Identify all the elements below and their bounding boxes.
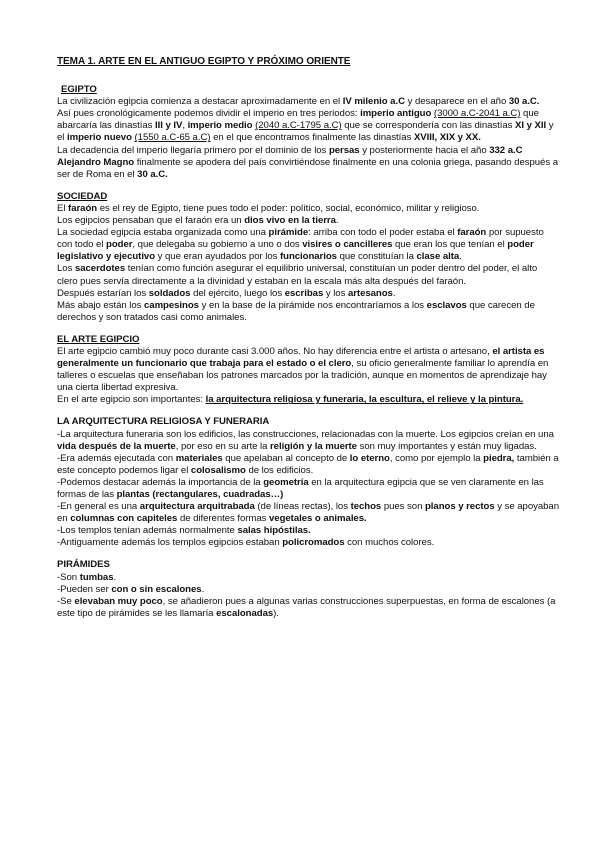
text-run: en el que encontramos finalmente las dinastías [210, 132, 414, 144]
text-run: con o sin escalones [111, 583, 202, 595]
text-run: techos [350, 501, 382, 513]
text-run: imperio antiguo [360, 108, 432, 120]
text-run: poder [106, 239, 133, 251]
document-title: TEMA 1. ARTE EN EL ANTIGUO EGIPTO Y PRÓXIMO ORIENTE [57, 56, 351, 67]
text-run: (2040 a.C-1795 a.C) [255, 120, 342, 132]
text-run: (3000 a.C-2041 a.C) [433, 108, 521, 120]
text-run: , su oficio generalmente familiar lo aprendía en talleres o escuelas que enseñaban los patrones marcados por la tradición, aunque en momentos de aprendizaje hay una cierta libertad expresiva. [57, 358, 549, 394]
paragraph [57, 394, 559, 406]
text-run: faraón [68, 202, 98, 214]
paragraph [57, 227, 559, 263]
text-run: piedra, [483, 452, 515, 464]
text-run: (1550 a.C-65 a.C) [134, 132, 211, 144]
text-run: . [113, 571, 117, 583]
text-run: -Antiguamente además los templos egipcios estaban [57, 537, 283, 549]
text-run: de los edificios. [245, 464, 314, 476]
text-run: vegetales o animales. [269, 513, 367, 525]
text-run: y posteriormente hacia el año [359, 144, 490, 156]
text-run: La civilización egipcia comienza a destacar aproximadamente en el [57, 96, 343, 108]
text-run: , [182, 120, 188, 132]
text-run: y que eran ayudados por los [155, 251, 280, 263]
paragraph [57, 346, 559, 394]
spacer [57, 324, 559, 334]
text-run: geometría [263, 476, 309, 488]
text-run: Más abajo están los [57, 299, 144, 311]
text-run: -Era además ejecutada con [57, 452, 176, 464]
text-run: colosalismo [190, 464, 246, 476]
text-run: pues son [381, 501, 425, 513]
text-run: Después estarían los [57, 287, 149, 299]
text-run: también a este concepto podemos ligar el [57, 452, 559, 476]
text-run: el artista es generalmente un funcionario que trabaja para el estado o el clero [57, 345, 545, 370]
text-run: . [459, 251, 462, 263]
text-run: materiales [175, 452, 223, 464]
text-run: la arquitectura religiosa y funeraria, la escultura, el relieve y la pintura. [205, 394, 524, 406]
text-run: ). [273, 607, 279, 619]
text-run: policromados [282, 537, 345, 549]
text-run: escalonadas [216, 607, 274, 619]
text-run: -Se [57, 595, 75, 607]
text-run: imperio nuevo [66, 132, 132, 144]
text-run: que apelaban al concepto de [222, 452, 350, 464]
text-run: arquitectura arquitrabada [139, 501, 255, 513]
text-run: persas [328, 144, 360, 156]
text-run: , por eso en su arte la [175, 440, 270, 452]
text-run: sacerdotes [74, 263, 126, 275]
paragraph [57, 477, 559, 501]
text-run: , se añadieron pues a algunas varias construcciones superpuestas, en forma de escalones (a este tipo de pirámides se les llamaría [57, 595, 556, 619]
text-run: III y IV [155, 120, 183, 132]
text-run: -Los templos tenían además normalmente [57, 525, 238, 537]
paragraph [57, 572, 559, 584]
text-run: -La arquitectura funeraria son los edificios, las construcciones, relacionadas con la muerte. Los egipcios creían en una [57, 428, 554, 440]
text-run: funcionarios [279, 251, 337, 263]
text-run: del ejército, luego los [190, 287, 285, 299]
text-run: Así pues cronológicamente podemos dividir el imperio en tres periodos: [57, 108, 361, 120]
text-run: finalmente se apodera del país convirtiéndose finalmente en una colonia griega, pasando después a ser de Roma en el [57, 156, 558, 180]
text-run: que constituían la [336, 251, 417, 263]
text-run: que se correspondería con las dinastías [341, 120, 516, 132]
text-run: que abarcaría las dinastías [57, 108, 539, 132]
text-run: Los egipcios pensaban que el faraón era un [57, 215, 245, 227]
text-run: campesinos [144, 299, 199, 311]
text-run: por supuesto con todo el [57, 227, 544, 251]
text-run: plantas (rectangulares, cuadradas…) [116, 489, 284, 500]
text-run: elevaban muy poco [74, 595, 163, 607]
text-run: artesanos [347, 287, 393, 299]
paragraph [57, 215, 559, 227]
text-run: soldados [148, 287, 191, 299]
text-run: y en la base de la pirámide nos encontraríamos a los [198, 299, 427, 311]
text-run: , como por ejemplo la [389, 452, 484, 464]
text-run: tenían como función asegurar el equilibrio universal, constituían un poder dentro del poder, el alto clero pues servía directamente a la divinidad y estaban en la escala más alta después del faraón. [57, 263, 538, 287]
text-run: La sociedad egipcia estaba organizada como una [57, 227, 269, 239]
text-run: de diferentes formas [177, 513, 270, 525]
text-run: La decadencia del imperio llegaría primero por el dominio de los [57, 144, 329, 156]
text-run: . [201, 583, 205, 595]
text-run: columnas con capiteles [70, 513, 178, 525]
section-heading-arquitectura: LA ARQUITECTURA RELIGIOSA Y FUNERARIA [57, 416, 270, 428]
spacer [57, 181, 559, 191]
text-run: vida después de la muerte [57, 440, 176, 452]
text-run: -Podemos destacar además la importancia de la [57, 476, 264, 488]
text-run: planos y rectos [424, 501, 495, 513]
text-run: tumbas [79, 571, 114, 583]
text-run: que eran los que tenían el [392, 239, 508, 251]
paragraph [57, 145, 559, 181]
text-run: XVIII, XIX y XX. [413, 132, 481, 144]
text-run: es el rey de Egipto, tiene pues todo el poder: político, social, económico, militar y religioso. [97, 202, 480, 214]
text-run: imperio medio [187, 120, 253, 132]
text-run: : arriba con todo el poder estaba el [308, 227, 458, 239]
paragraph [57, 96, 559, 108]
text-run: 30 a.C. [137, 168, 168, 180]
text-run: . [335, 215, 339, 227]
paragraph [57, 288, 559, 300]
text-run: El arte egipcio cambió muy poco durante casi 3.000 años. No hay diferencia entre el artista o artesano, [57, 345, 493, 357]
text-run: (de líneas rectas), los [254, 501, 351, 513]
text-run: poder legislativo y ejecutivo [57, 239, 534, 263]
paragraph [57, 596, 559, 620]
section-heading-sociedad: SOCIEDAD [57, 190, 108, 202]
text-run: -Son [57, 571, 80, 583]
text-run: con muchos colores. [344, 537, 435, 549]
text-run: esclavos [426, 299, 467, 311]
spacer [57, 549, 559, 559]
text-run: dios vivo en la tierra [244, 215, 336, 227]
text-run: Los [57, 263, 75, 275]
text-run: son muy importantes y están muy ligadas. [356, 440, 537, 452]
paragraph [57, 453, 559, 477]
text-run: -Pueden ser [57, 583, 112, 595]
paragraph [57, 525, 559, 537]
text-run: en la arquitectura egipcia que se ven claramente en las formas de las [57, 476, 544, 500]
paragraph [57, 108, 559, 144]
section-heading-piramides: PIRÁMIDES [57, 559, 110, 571]
text-run: salas hipóstilas. [237, 525, 311, 537]
text-run: y los [323, 287, 348, 299]
paragraph [57, 263, 559, 287]
text-run: y se apoyaban en [57, 501, 559, 525]
text-run: y desaparece en el año [404, 96, 509, 108]
text-run: religión y la muerte [270, 440, 357, 452]
text-run: pirámide [268, 227, 309, 239]
text-run: El [57, 202, 69, 214]
text-run: y el [57, 120, 554, 144]
section-heading-arte: EL ARTE EGIPCIO [57, 333, 140, 345]
paragraph [57, 501, 559, 525]
text-run: clase alta [416, 251, 460, 263]
text-run: -En general es una [57, 501, 140, 513]
text-run: IV milenio a.C [342, 96, 405, 108]
paragraph [57, 584, 559, 596]
text-run: visires o cancilleres [302, 239, 393, 251]
text-run: , que delegaba su gobierno a uno o dos [132, 239, 303, 251]
paragraph [57, 203, 559, 215]
paragraph [57, 537, 559, 549]
text-run: faraón [457, 227, 487, 239]
section-heading-egipto: EGIPTO [61, 84, 97, 96]
text-run: XI y XII [515, 120, 547, 132]
spacer [57, 406, 559, 416]
text-run: que carecen de derechos y son tratados casi como animales. [57, 299, 535, 323]
text-run: 30 a.C. [508, 96, 540, 108]
text-run: En el arte egipcio son importantes: [57, 394, 206, 406]
text-run: lo eterno [349, 452, 390, 464]
paragraph [57, 429, 559, 453]
text-run: 332 a.C Alejandro Magno [57, 144, 523, 168]
text-run: . [392, 287, 396, 299]
text-run: escribas [284, 287, 324, 299]
paragraph [57, 300, 559, 324]
